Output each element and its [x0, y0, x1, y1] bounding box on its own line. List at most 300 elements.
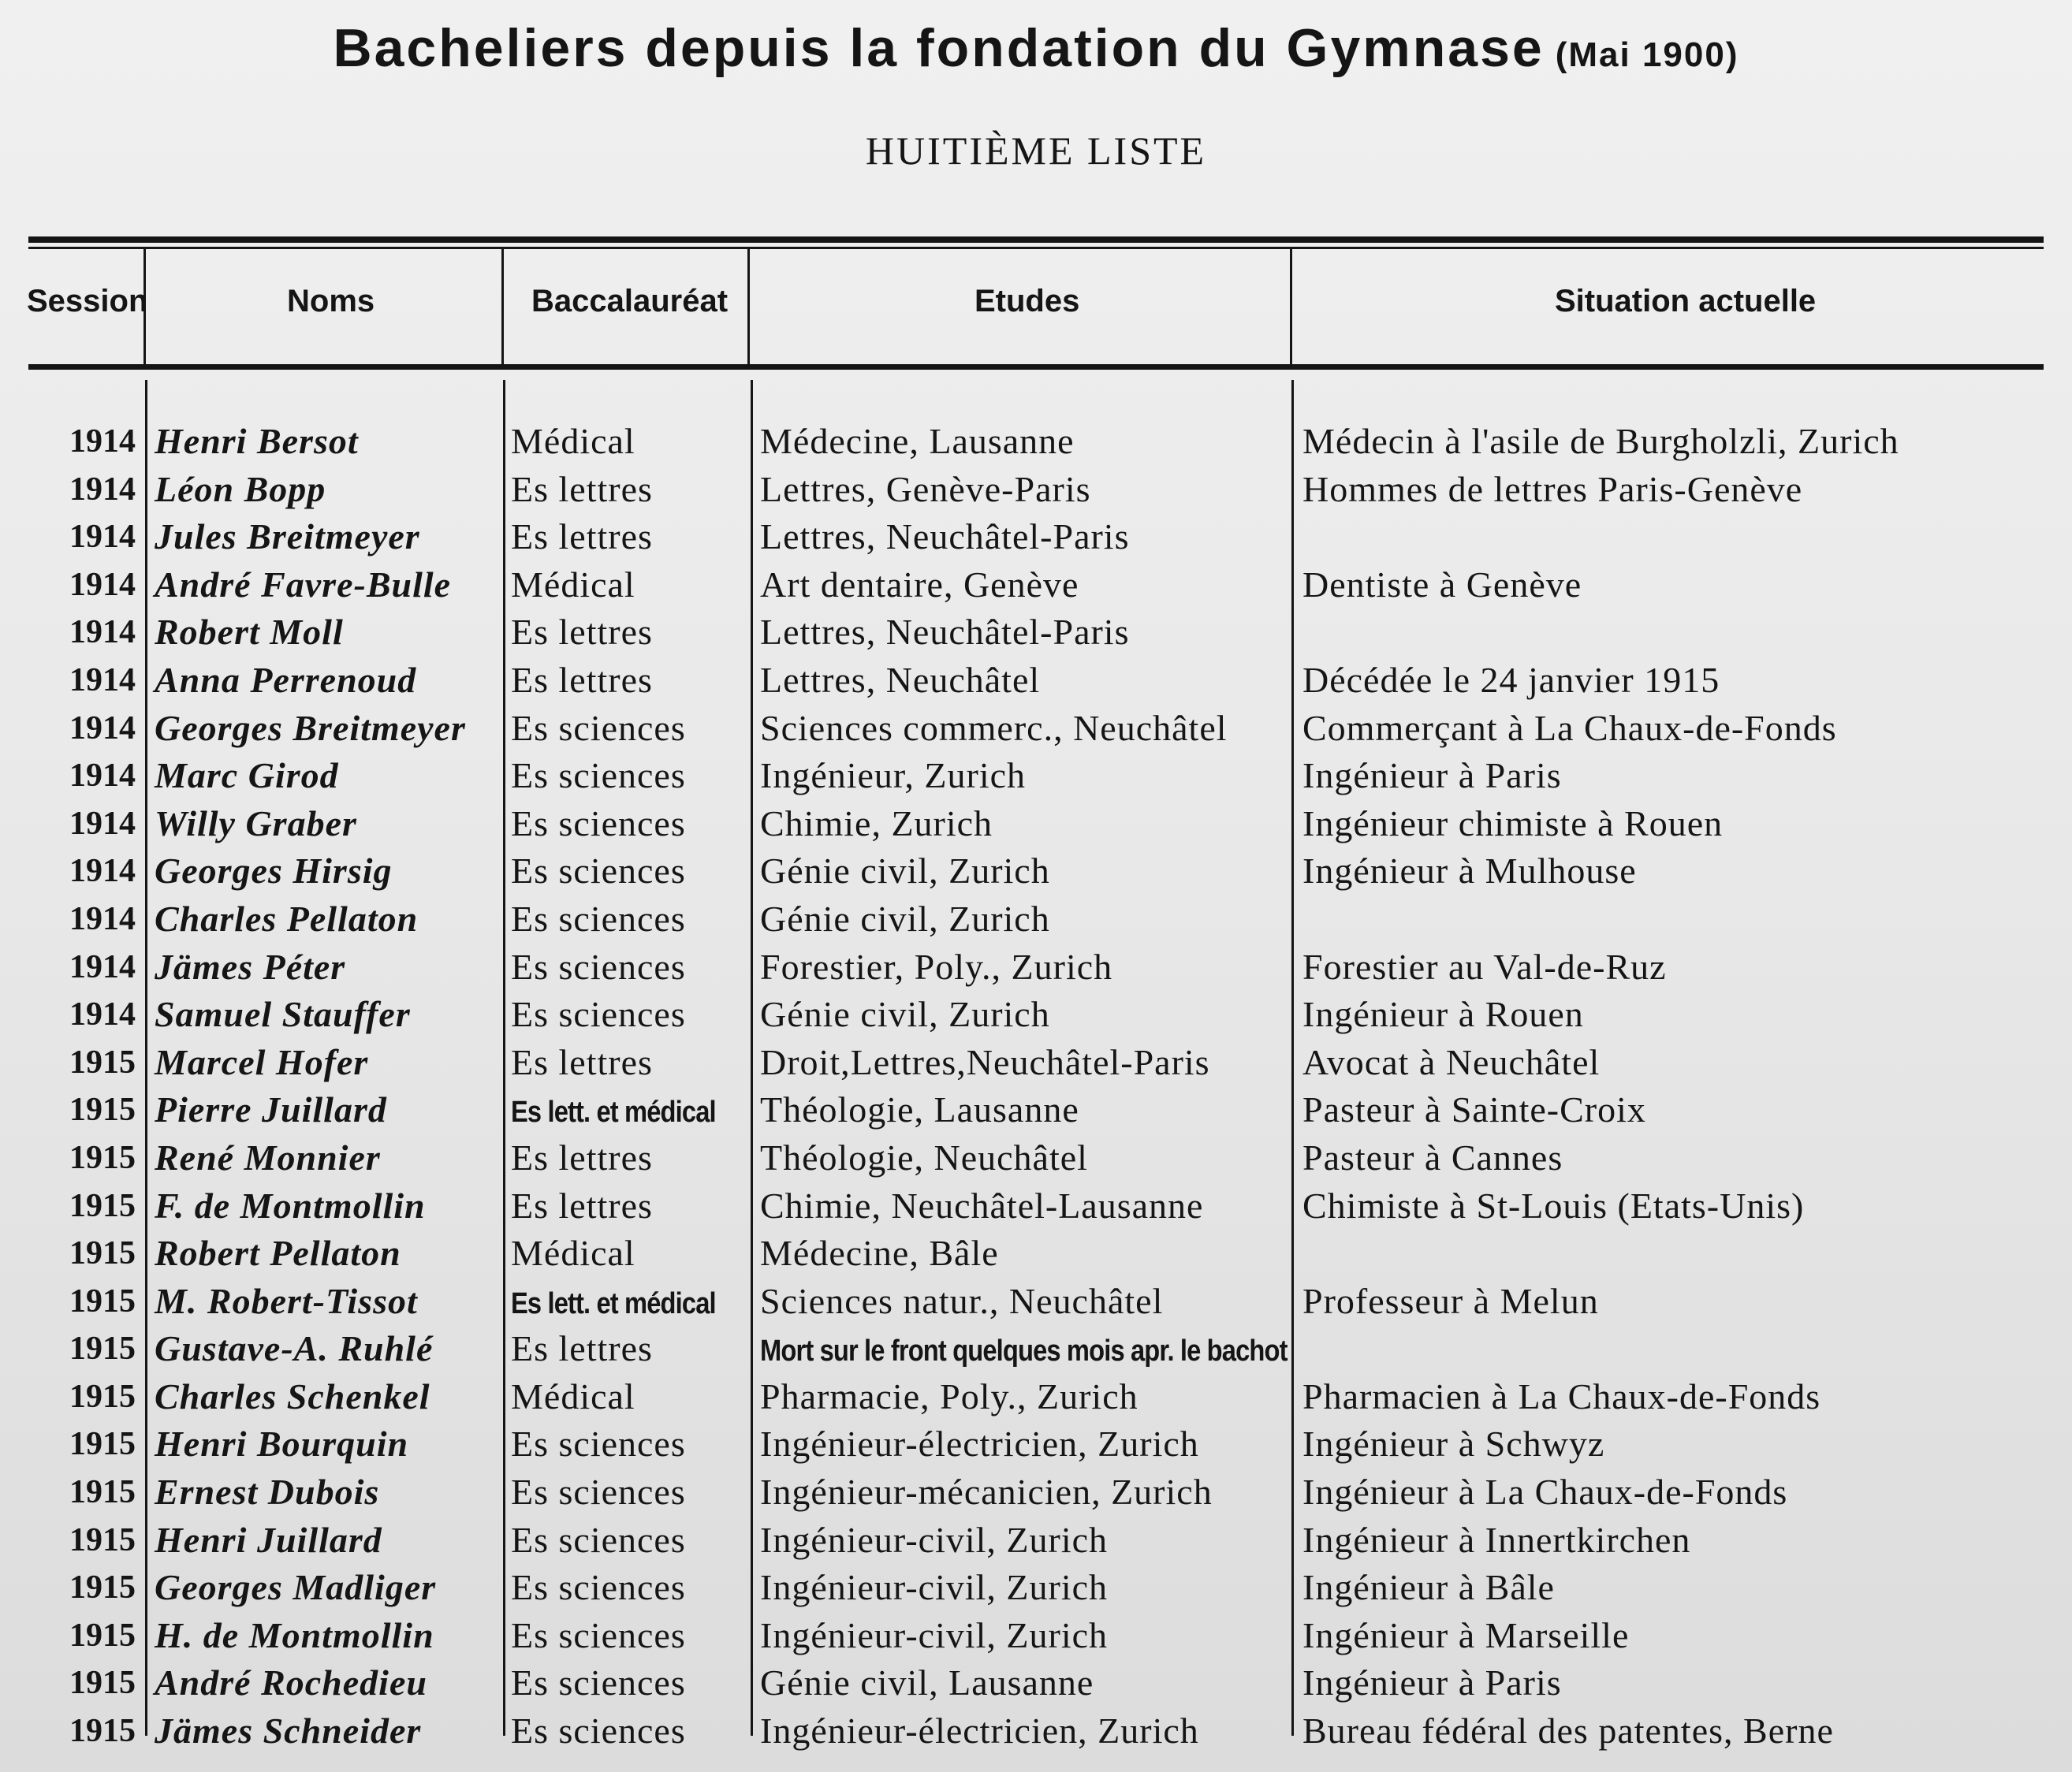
cell-baccalaureat-text: Es lettres	[511, 1137, 653, 1178]
cell-name	[155, 847, 393, 895]
cell-name	[155, 1373, 430, 1420]
cell-baccalaureat	[511, 418, 635, 465]
cell-baccalaureat-text: Es sciences	[511, 994, 686, 1035]
table-row	[0, 1230, 2072, 1278]
cell-etudes-text: Génie civil, Zurich	[760, 994, 1050, 1035]
cell-baccalaureat	[511, 991, 686, 1038]
cell-baccalaureat-text: Es sciences	[511, 755, 686, 796]
header-etudes: Etudes	[975, 284, 1080, 318]
cell-session	[41, 657, 136, 704]
top-rule-thin	[28, 247, 2044, 249]
cell-baccalaureat	[511, 1707, 686, 1755]
cell-session	[41, 1420, 136, 1468]
column-divider	[501, 249, 504, 366]
cell-situation	[1302, 1517, 1690, 1564]
cell-name	[155, 1134, 381, 1182]
cell-name	[155, 895, 418, 943]
table-body	[0, 418, 2072, 1755]
cell-etudes-text: Lettres, Neuchâtel-Paris	[760, 612, 1130, 653]
header-rule	[28, 364, 2044, 370]
cell-situation	[1302, 1420, 1604, 1468]
cell-session-text: 1915	[69, 1187, 136, 1224]
cell-name-text: Ernest Dubois	[155, 1472, 380, 1513]
cell-name	[155, 1182, 426, 1230]
cell-session	[41, 466, 136, 513]
cell-etudes-text: Ingénieur-civil, Zurich	[760, 1519, 1109, 1560]
cell-session-text: 1915	[69, 1426, 136, 1463]
cell-session-text: 1914	[69, 519, 136, 556]
cell-name	[155, 513, 420, 560]
table-row	[0, 1039, 2072, 1087]
cell-baccalaureat-text: Es lettres	[511, 1041, 653, 1082]
table-row	[0, 609, 2072, 657]
cell-baccalaureat-text: Es sciences	[511, 1424, 686, 1465]
cell-etudes	[760, 1373, 1138, 1420]
cell-situation-text: Ingénieur à La Chaux-de-Fonds	[1302, 1472, 1788, 1513]
cell-etudes	[760, 1182, 1203, 1230]
cell-session-text: 1914	[69, 805, 136, 842]
table-row	[0, 418, 2072, 466]
cell-name-text: André Favre-Bulle	[155, 564, 452, 605]
cell-baccalaureat-text: Es sciences	[511, 898, 686, 939]
cell-name-text: René Monnier	[155, 1137, 381, 1178]
cell-session	[41, 1325, 136, 1372]
cell-session	[41, 561, 136, 609]
cell-name	[155, 705, 466, 752]
header-baccalaureat: Baccalauréat	[531, 284, 729, 318]
cell-baccalaureat	[511, 561, 635, 609]
cell-etudes-text: Ingénieur-électricien, Zurich	[760, 1424, 1199, 1465]
cell-session-text: 1914	[69, 614, 136, 651]
cell-name-text: Henri Bersot	[155, 421, 359, 461]
table-row	[0, 800, 2072, 848]
cell-baccalaureat	[511, 1612, 686, 1659]
cell-baccalaureat-text: Médical	[511, 421, 635, 461]
cell-session-text: 1914	[69, 566, 136, 603]
cell-etudes	[760, 1230, 999, 1277]
cell-name-text: F. de Montmollin	[155, 1185, 426, 1226]
cell-etudes-text: Lettres, Neuchâtel	[760, 659, 1041, 700]
cell-baccalaureat	[511, 800, 686, 847]
cell-etudes-text: Génie civil, Zurich	[760, 851, 1050, 892]
table-row	[0, 1659, 2072, 1707]
cell-situation	[1302, 466, 1802, 513]
cell-etudes	[760, 466, 1091, 513]
cell-etudes-text: Génie civil, Lausanne	[760, 1662, 1094, 1703]
cell-etudes-text: Forestier, Poly., Zurich	[760, 946, 1113, 987]
cell-etudes-text: Lettres, Genève-Paris	[760, 468, 1091, 509]
cell-etudes	[760, 1278, 1163, 1325]
table-row	[0, 1134, 2072, 1182]
cell-etudes-text: Art dentaire, Genève	[760, 564, 1079, 605]
cell-name-text: Gustave-A. Ruhlé	[155, 1328, 434, 1369]
cell-session	[41, 991, 136, 1038]
cell-session-text: 1915	[69, 1378, 136, 1415]
cell-name-text: Willy Graber	[155, 802, 357, 843]
cell-name-text: Georges Breitmeyer	[155, 707, 466, 748]
cell-name-text: M. Robert-Tissot	[155, 1280, 418, 1321]
cell-baccalaureat-text: Médical	[511, 1233, 635, 1274]
table-row	[0, 752, 2072, 800]
cell-baccalaureat	[511, 1659, 686, 1707]
cell-situation	[1302, 800, 1723, 847]
cell-etudes	[760, 800, 993, 847]
column-divider	[747, 249, 750, 366]
cell-baccalaureat-text: Es sciences	[511, 1567, 686, 1608]
cell-etudes	[760, 657, 1040, 704]
cell-baccalaureat-text: Es lett. et médical	[511, 1096, 716, 1130]
page-title	[0, 17, 2072, 79]
cell-situation-text: Avocat à Neuchâtel	[1302, 1041, 1601, 1082]
cell-baccalaureat-text: Es sciences	[511, 802, 686, 843]
cell-name-text: Marcel Hofer	[155, 1041, 369, 1082]
cell-name	[155, 1612, 434, 1659]
cell-baccalaureat-text: Es lettres	[511, 1328, 653, 1369]
cell-etudes-text: Théologie, Neuchâtel	[760, 1137, 1088, 1178]
cell-situation-text: Ingénieur à Marseille	[1302, 1614, 1630, 1655]
cell-baccalaureat-text: Es lett. et médical	[511, 1286, 716, 1320]
cell-name	[155, 1278, 418, 1325]
title-main: Bacheliers depuis la fondation du Gymnase	[333, 18, 1545, 78]
table-row	[0, 1086, 2072, 1134]
cell-name-text: Léon Bopp	[155, 468, 326, 509]
cell-session	[41, 1134, 136, 1182]
cell-situation	[1302, 847, 1637, 895]
cell-situation	[1302, 1707, 1834, 1755]
cell-session	[41, 895, 136, 943]
cell-session-text: 1915	[69, 1331, 136, 1368]
table-row	[0, 466, 2072, 514]
cell-situation-text: Ingénieur chimiste à Rouen	[1302, 802, 1724, 843]
cell-baccalaureat-text: Médical	[511, 564, 635, 605]
table-row	[0, 1707, 2072, 1755]
cell-etudes-text: Médecine, Bâle	[760, 1233, 999, 1274]
table-row	[0, 991, 2072, 1039]
table-row	[0, 1469, 2072, 1517]
cell-etudes-text: Ingénieur, Zurich	[760, 755, 1027, 796]
cell-situation-text: Ingénieur à Bâle	[1302, 1567, 1555, 1608]
cell-situation	[1302, 1134, 1563, 1182]
cell-etudes	[760, 1659, 1094, 1707]
cell-name-text: H. de Montmollin	[155, 1614, 434, 1655]
title-date: (Mai 1900)	[1555, 35, 1739, 74]
cell-etudes-text: Ingénieur-civil, Zurich	[760, 1567, 1109, 1608]
cell-baccalaureat	[511, 752, 686, 799]
cell-baccalaureat	[511, 513, 653, 560]
table-row	[0, 944, 2072, 992]
cell-baccalaureat	[511, 1086, 749, 1136]
cell-baccalaureat-text: Es sciences	[511, 1662, 686, 1703]
cell-name	[155, 944, 345, 991]
cell-session	[41, 1278, 136, 1325]
cell-name-text: Marc Girod	[155, 755, 339, 796]
table-row	[0, 1325, 2072, 1373]
cell-situation	[1302, 1182, 1804, 1230]
cell-name	[155, 1564, 436, 1611]
cell-situation-text: Ingénieur à Paris	[1302, 1662, 1562, 1703]
cell-baccalaureat	[511, 1278, 749, 1327]
cell-session	[41, 1373, 136, 1420]
cell-name	[155, 418, 359, 465]
cell-baccalaureat	[511, 895, 686, 943]
cell-etudes	[760, 991, 1050, 1038]
header-session: Session	[27, 284, 148, 318]
cell-name	[155, 1230, 401, 1277]
cell-session-text: 1914	[69, 900, 136, 937]
cell-session-text: 1915	[69, 1665, 136, 1702]
cell-etudes	[760, 1420, 1199, 1468]
cell-baccalaureat	[511, 1134, 653, 1182]
cell-session	[41, 705, 136, 752]
cell-situation-text: Professeur à Melun	[1302, 1280, 1599, 1321]
cell-session-text: 1914	[69, 948, 136, 985]
cell-situation	[1302, 657, 1720, 704]
cell-situation	[1302, 1039, 1600, 1086]
cell-name	[155, 1517, 382, 1564]
cell-situation	[1302, 1469, 1787, 1516]
top-rule	[28, 236, 2044, 243]
cell-situation	[1302, 705, 1837, 752]
cell-baccalaureat	[511, 1420, 686, 1468]
cell-session	[41, 944, 136, 991]
cell-name	[155, 1039, 368, 1086]
cell-baccalaureat-text: Es sciences	[511, 707, 686, 748]
cell-baccalaureat	[511, 1325, 653, 1372]
cell-session	[41, 1517, 136, 1564]
cell-name	[155, 609, 344, 656]
cell-name	[155, 1086, 387, 1134]
cell-session-text: 1915	[69, 1044, 136, 1081]
cell-etudes	[760, 1039, 1210, 1086]
cell-situation	[1302, 418, 1899, 465]
cell-baccalaureat-text: Es lettres	[511, 516, 653, 557]
cell-session-text: 1914	[69, 758, 136, 795]
cell-baccalaureat-text: Es sciences	[511, 1614, 686, 1655]
cell-etudes	[760, 752, 1026, 799]
cell-etudes-text: Sciences commerc., Neuchâtel	[760, 707, 1228, 748]
table-row	[0, 895, 2072, 944]
table-row	[0, 657, 2072, 705]
cell-name-text: Charles Pellaton	[155, 898, 419, 939]
cell-name-text: Pierre Juillard	[155, 1089, 387, 1130]
cell-name-text: Henri Bourquin	[155, 1424, 409, 1465]
cell-etudes	[760, 1517, 1108, 1564]
table-row	[0, 1517, 2072, 1565]
cell-session-text: 1915	[69, 1092, 136, 1129]
table-row	[0, 561, 2072, 609]
cell-session	[41, 1230, 136, 1277]
cell-session-text: 1915	[69, 1282, 136, 1320]
cell-name-text: Jämes Schneider	[155, 1711, 422, 1752]
cell-situation	[1302, 1564, 1555, 1611]
cell-situation	[1302, 1659, 1562, 1707]
header-noms: Noms	[287, 284, 375, 318]
cell-session-text: 1915	[69, 1569, 136, 1606]
cell-etudes	[760, 1325, 1373, 1375]
cell-etudes-text: Chimie, Neuchâtel-Lausanne	[760, 1185, 1204, 1226]
cell-etudes-text: Ingénieur-mécanicien, Zurich	[760, 1472, 1213, 1513]
cell-etudes-text: Ingénieur-électricien, Zurich	[760, 1711, 1199, 1752]
cell-session	[41, 1086, 136, 1134]
cell-situation-text: Pasteur à Sainte-Croix	[1302, 1089, 1646, 1130]
cell-session-text: 1914	[69, 471, 136, 508]
cell-etudes-text: Droit,Lettres,Neuchâtel-Paris	[760, 1041, 1210, 1082]
cell-session-text: 1914	[69, 996, 136, 1033]
cell-session	[41, 513, 136, 560]
cell-baccalaureat	[511, 1230, 635, 1277]
cell-situation-text: Ingénieur à Mulhouse	[1302, 851, 1637, 892]
table-row	[0, 513, 2072, 561]
cell-situation-text: Ingénieur à Rouen	[1302, 994, 1584, 1035]
cell-baccalaureat	[511, 1039, 653, 1086]
cell-baccalaureat-text: Médical	[511, 1376, 635, 1416]
cell-situation-text: Décédée le 24 janvier 1915	[1302, 659, 1720, 700]
cell-etudes-text: Mort sur le front quelques mois apr. le bachot	[760, 1335, 1288, 1368]
cell-baccalaureat-text: Es lettres	[511, 1185, 653, 1226]
cell-name-text: Robert Moll	[155, 612, 344, 653]
cell-etudes-text: Pharmacie, Poly., Zurich	[760, 1376, 1138, 1416]
cell-etudes-text: Sciences natur., Neuchâtel	[760, 1280, 1164, 1321]
cell-situation	[1302, 944, 1667, 991]
cell-session-text: 1915	[69, 1521, 136, 1558]
cell-etudes	[760, 1086, 1079, 1134]
cell-name-text: Henri Juillard	[155, 1519, 382, 1560]
cell-session	[41, 800, 136, 847]
cell-etudes-text: Ingénieur-civil, Zurich	[760, 1614, 1109, 1655]
cell-baccalaureat	[511, 1373, 635, 1420]
cell-etudes	[760, 609, 1129, 656]
cell-situation	[1302, 1086, 1646, 1134]
cell-situation-text: Médecin à l'asile de Burgholzli, Zurich	[1302, 421, 1899, 461]
cell-situation	[1302, 1612, 1629, 1659]
cell-name	[155, 752, 339, 799]
cell-session	[41, 418, 136, 465]
cell-etudes-text: Lettres, Neuchâtel-Paris	[760, 516, 1130, 557]
cell-situation-text: Bureau fédéral des patentes, Berne	[1302, 1711, 1834, 1752]
cell-session-text: 1914	[69, 709, 136, 746]
cell-name-text: Charles Schenkel	[155, 1376, 430, 1416]
cell-session	[41, 609, 136, 656]
cell-name	[155, 991, 411, 1038]
table-row	[0, 1278, 2072, 1326]
cell-situation-text: Ingénieur à Innertkirchen	[1302, 1519, 1691, 1560]
table-row	[0, 1420, 2072, 1469]
cell-baccalaureat-text: Es sciences	[511, 946, 686, 987]
cell-baccalaureat-text: Es lettres	[511, 659, 653, 700]
cell-etudes	[760, 1707, 1199, 1755]
table-row	[0, 1373, 2072, 1421]
cell-name-text: Georges Hirsig	[155, 851, 393, 892]
cell-etudes	[760, 895, 1050, 943]
cell-name	[155, 561, 451, 609]
cell-name	[155, 1420, 408, 1468]
cell-situation	[1302, 561, 1582, 609]
cell-baccalaureat	[511, 466, 653, 513]
cell-situation-text: Ingénieur à Paris	[1302, 755, 1562, 796]
cell-baccalaureat	[511, 847, 686, 895]
cell-baccalaureat	[511, 657, 653, 704]
cell-situation	[1302, 752, 1562, 799]
list-subtitle: HUITIÈME LISTE	[865, 128, 1207, 173]
cell-baccalaureat	[511, 1564, 686, 1611]
cell-session-text: 1914	[69, 853, 136, 890]
column-divider	[1290, 249, 1292, 366]
cell-session-text: 1915	[69, 1474, 136, 1511]
cell-name-text: Jules Breitmeyer	[155, 516, 420, 557]
table-row	[0, 847, 2072, 895]
cell-baccalaureat-text: Es lettres	[511, 612, 653, 653]
cell-name	[155, 1469, 379, 1516]
cell-session	[41, 1659, 136, 1707]
cell-session-text: 1915	[69, 1139, 136, 1176]
cell-situation-text: Ingénieur à Schwyz	[1302, 1424, 1605, 1465]
cell-name	[155, 1659, 427, 1707]
cell-situation-text: Hommes de lettres Paris-Genève	[1302, 468, 1803, 509]
cell-situation-text: Chimiste à St-Louis (Etats-Unis)	[1302, 1185, 1805, 1226]
cell-etudes	[760, 1612, 1108, 1659]
cell-situation-text: Forestier au Val-de-Ruz	[1302, 946, 1667, 987]
cell-session-text: 1914	[69, 661, 136, 698]
cell-etudes-text: Médecine, Lausanne	[760, 421, 1075, 461]
cell-name-text: Robert Pellaton	[155, 1233, 401, 1274]
cell-baccalaureat-text: Es sciences	[511, 851, 686, 892]
cell-etudes-text: Théologie, Lausanne	[760, 1089, 1079, 1130]
cell-session	[41, 1469, 136, 1516]
cell-baccalaureat	[511, 944, 686, 991]
cell-etudes	[760, 1469, 1213, 1516]
cell-etudes	[760, 1134, 1088, 1182]
table-row	[0, 705, 2072, 753]
cell-etudes-text: Génie civil, Zurich	[760, 898, 1050, 939]
cell-situation-text: Pasteur à Cannes	[1302, 1137, 1563, 1178]
cell-session	[41, 1707, 136, 1755]
cell-baccalaureat-text: Es sciences	[511, 1472, 686, 1513]
table-row	[0, 1612, 2072, 1660]
cell-session	[41, 1182, 136, 1230]
cell-baccalaureat-text: Es sciences	[511, 1711, 686, 1752]
cell-session-text: 1915	[69, 1617, 136, 1654]
cell-situation	[1302, 1373, 1820, 1420]
cell-situation-text: Commerçant à La Chaux-de-Fonds	[1302, 707, 1837, 748]
cell-name-text: André Rochedieu	[155, 1662, 427, 1703]
cell-situation	[1302, 1278, 1599, 1325]
cell-name-text: Samuel Stauffer	[155, 994, 411, 1035]
cell-name-text: Jämes Péter	[155, 946, 346, 987]
cell-baccalaureat	[511, 609, 653, 656]
cell-baccalaureat-text: Es lettres	[511, 468, 653, 509]
cell-etudes	[760, 847, 1050, 895]
cell-name	[155, 800, 357, 847]
cell-name	[155, 1325, 433, 1372]
cell-session	[41, 847, 136, 895]
cell-session	[41, 1564, 136, 1611]
cell-session	[41, 752, 136, 799]
cell-situation-text: Pharmacien à La Chaux-de-Fonds	[1302, 1376, 1821, 1416]
cell-name-text: Anna Perrenoud	[155, 659, 417, 700]
cell-name	[155, 657, 416, 704]
cell-baccalaureat-text: Es sciences	[511, 1519, 686, 1560]
cell-name-text: Georges Madliger	[155, 1567, 437, 1608]
cell-situation-text: Dentiste à Genève	[1302, 564, 1582, 605]
cell-etudes	[760, 1564, 1108, 1611]
cell-situation	[1302, 991, 1584, 1038]
table-row	[0, 1182, 2072, 1230]
cell-baccalaureat	[511, 1469, 686, 1516]
cell-name	[155, 466, 326, 513]
cell-etudes-text: Chimie, Zurich	[760, 802, 993, 843]
cell-etudes	[760, 418, 1075, 465]
cell-etudes	[760, 561, 1079, 609]
